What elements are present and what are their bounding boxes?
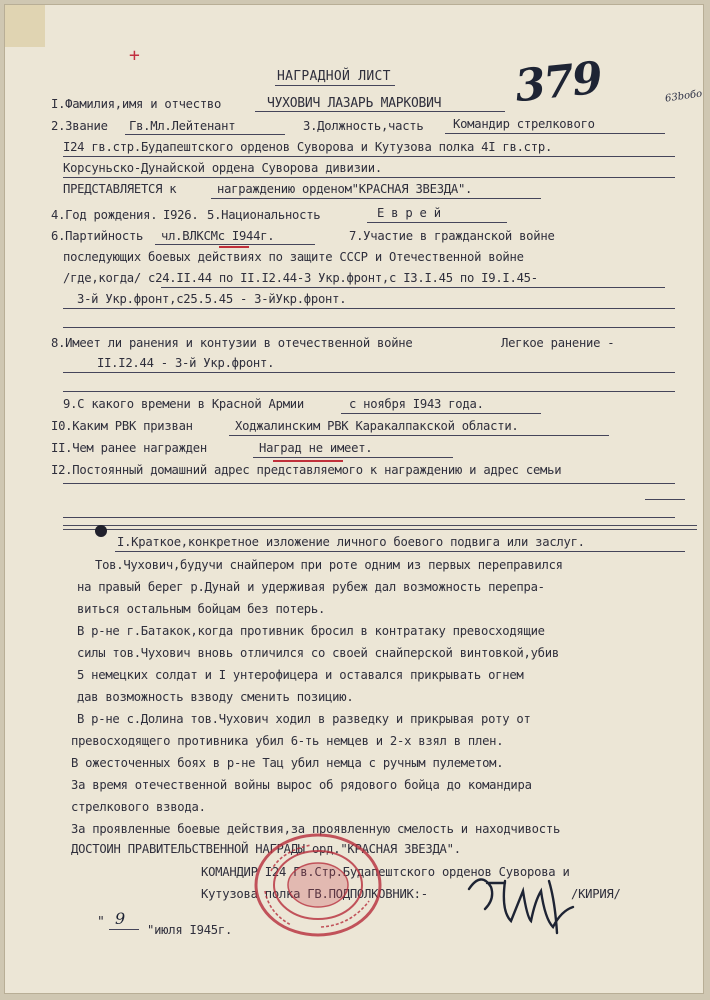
name-underline [255, 111, 505, 112]
underline [63, 391, 675, 392]
underline [253, 457, 453, 458]
document-title: НАГРАДНОЙ ЛИСТ [277, 69, 391, 84]
red-pencil-underline [219, 246, 249, 248]
field-prior-awards-value: Наград не имеет. [259, 441, 373, 455]
field-position-label: 3.Должность,часть [303, 119, 424, 133]
section-divider [63, 525, 697, 530]
field-birth-year-value: I926. [163, 208, 199, 222]
red-cross-mark: + [129, 45, 140, 66]
field-wounds-value: Легкое ранение - [501, 336, 615, 350]
field-party-label: 6.Партийность [51, 229, 144, 243]
underline [229, 435, 609, 436]
narrative-line: дав возможность взводу сменить позицию. [77, 690, 354, 704]
handwritten-signature [461, 861, 581, 941]
field-rank-value: Гв.Мл.Лейтенант [129, 119, 236, 133]
underline [63, 517, 675, 518]
narrative-line: Тов.Чухович,будучи снайпером при роте одним из первых переправился [95, 558, 563, 572]
narrative-line: на правый берег р.Дунай и удерживая рубеж дал возможность перепра- [77, 580, 545, 594]
narrative-line: 5 немецких солдат и I унтерофицера и оставался прикрывать огнем [77, 668, 524, 682]
field-name-value: ЧУХОВИЧ ЛАЗАРЬ МАРКОВИЧ [267, 96, 442, 111]
war-participation-line-2: последующих боевых действиях по защите СССР и Отечественной войне [63, 250, 524, 264]
field-wounds-label: 8.Имеет ли ранения и контузии в отечественной войне [51, 336, 413, 350]
position-underline [445, 133, 665, 134]
narrative-line: В ожесточенных боях в р-не Тац убил немца с ручным пулеметом. [71, 756, 504, 770]
field-service-since-value: с ноября I943 года. [349, 397, 484, 411]
handwritten-serial-number: 379 [512, 52, 604, 113]
presented-value: награждению орденом"КРАСНАЯ ЗВЕЗДА". [217, 182, 473, 196]
narrative-line: За время отечественной войны вырос об рядового бойца до командира [71, 778, 532, 792]
underline [63, 327, 675, 328]
underline [161, 287, 665, 288]
heading-underline [115, 551, 685, 552]
field-birth-year-label: 4.Год рождения. [51, 208, 158, 222]
position-continued-1: I24 гв.стр.Будапештского орденов Суворова и Кутузова полка 4I гв.стр. [63, 140, 553, 154]
wounds-continued: II.I2.44 - 3-й Укр.фронт. [97, 356, 275, 370]
field-position-value: Командир стрелкового [453, 117, 595, 131]
narrative-line: В р-не с.Долина тов.Чухович ходил в разведку и прикрывая роту от [77, 712, 531, 726]
underline [155, 244, 315, 245]
date-day: 9 [115, 909, 125, 928]
paper-corner-stain [5, 5, 45, 47]
handwritten-corner-mark: 63bобо [664, 88, 703, 105]
narrative-line: За проявленные боевые действия,за проявленную смелость и находчивость [71, 822, 561, 836]
underline [63, 372, 675, 373]
commander-line-2: Кутузова полка ГВ.ПОДПОЛКОВНИК:- [201, 887, 428, 901]
narrative-line: В р-не г.Батакок,когда противник бросил в контратаку превосходящие [77, 624, 545, 638]
field-rank-label: 2.Звание [51, 119, 108, 133]
date-underline [109, 929, 139, 930]
underline [63, 156, 675, 157]
title-underline [275, 85, 395, 86]
award-sheet: + НАГРАДНОЙ ЛИСТ 379 63bобо I.Фамилия,имя и отчество ЧУХОВИЧ ЛАЗАРЬ МАРКОВИЧ 2.Звание Гв.Мл.Лейтенант 3.Должность,часть Командир стрелкового I24 гв.стр.Будапештского орденов Суворова и Кутузова полка 4I гв.стр. Корсуньско-Дунайской ордена Суворова дивизии. ПРЕДСТАВЛЯЕТСЯ к награждению орденом"КРАСНАЯ ЗВЕЗДА". 4.Год рождения. I926. 5.Национальность Е в р е й 6.Партийность чл.ВЛКСМс I944г. 7.Участие в гражданской войне последующих боевых действиях по защите СССР и Отечественной войне /где,когда/ с24.II.44 по II.I2.44-3 Укр.фронт,с I3.I.45 по I9.I.45- 3-й Укр.фронт,с25.5.45 - 3-йУкр.фронт. 8.Имеет ли ранения и контузии в отечественной войне Легкое ранение - II.I2.44 - 3-й Укр.фронт. 9.С какого времени в Красной Армии с ноября I943 года. I0.Каким РВК призван Ходжалинским РВК Каракалпакской области. II.Чем ранее награжден Наград не имеет. I2.Постоянный домашний адрес представляемого к награждению и адрес семьи I.Краткое,конкретное изложение личного боевого подвига или заслуг. Тов.Чухович,будучи снайпером при роте одним из первых переправился на правый берег р.Дунай и удерживая рубеж дал возможность перепра- виться остальным бойцам без потерь. В р-не г.Батакок,когда противник бросил в контратаку превосходящие силы тов.Чухович вновь отличился со своей снайперской винтовкой,убив 5 немецких солдат и I унтерофицера и оставался прикрывать огнем дав возможность взводу сменить позицию. В р-не с.Долина тов.Чухович ходил в разведку и прикрывая роту от превосходящего противника убил 6-ть немцев и 2-х взял в плен. В ожесточенных боях в р-не Тац убил немца с ручным пулеметом. За время отечественной войны вырос об рядового бойца до командира стрелкового взвода. За проявленные боевые действия,за проявленную смелость и находчивость ДОСТОИН ПРАВИТЕЛЬСТВЕННОЙ НАГРАДЫ орд."КРАСНАЯ ЗВЕЗДА". КОМАНДИР I24 Гв.Стр.Будапештского орденов Суворова и Кутузова полка ГВ.ПОДПОЛКОВНИК:- /КИРИЯ/ 9 " "июля I945г. [4, 4, 704, 994]
presented-label: ПРЕДСТАВЛЯЕТСЯ к [63, 182, 177, 196]
underline [645, 499, 685, 500]
underline [63, 177, 675, 178]
underline [341, 413, 541, 414]
field-nationality-label: 5.Национальность [207, 208, 321, 222]
red-pencil-underline [273, 460, 343, 462]
position-continued-2: Корсуньско-Дунайской ордена Суворова дивизии. [63, 161, 382, 175]
underline [63, 483, 675, 484]
commander-line-1: КОМАНДИР I24 Гв.Стр.Будапештского орденов Суворова и [201, 865, 570, 879]
field-home-address-label: I2.Постоянный домашний адрес представляемого к награждению и адрес семьи [51, 463, 562, 477]
field-party-value: чл.ВЛКСМс I944г. [161, 229, 275, 243]
underline [63, 308, 675, 309]
narrative-line: превосходящего противника убил 6-ть немцев и 2-х взял в плен. [71, 734, 504, 748]
narrative-line: стрелкового взвода. [71, 800, 206, 814]
rank-underline [125, 134, 285, 135]
underline [211, 198, 541, 199]
field-prior-awards-label: II.Чем ранее награжден [51, 441, 207, 455]
war-participation-line-3: /где,когда/ с24.II.44 по II.I2.44-3 Укр.фронт,с I3.I.45 по I9.I.45- [63, 271, 538, 285]
narrative-conclusion: ДОСТОИН ПРАВИТЕЛЬСТВЕННОЙ НАГРАДЫ орд."КРАСНАЯ ЗВЕЗДА". [71, 842, 461, 856]
official-stamp [251, 831, 385, 939]
field-service-since-label: 9.С какого времени в Красной Армии [63, 397, 304, 411]
punch-hole [95, 525, 107, 537]
field-war-participation-label: 7.Участие в гражданской войне [349, 229, 555, 243]
war-participation-line-4: 3-й Укр.фронт,с25.5.45 - 3-йУкр.фронт. [77, 292, 347, 306]
field-name-label: I.Фамилия,имя и отчество [51, 97, 222, 111]
field-nationality-value: Е в р е й [377, 206, 441, 220]
narrative-heading: I.Краткое,конкретное изложение личного боевого подвига или заслуг. [117, 535, 585, 549]
field-draft-office-label: I0.Каким РВК призван [51, 419, 193, 433]
date-rest: "июля I945г. [147, 923, 233, 937]
underline [367, 222, 507, 223]
field-draft-office-value: Ходжалинским РВК Каракалпакской области. [235, 419, 519, 433]
narrative-line: силы тов.Чухович вновь отличился со своей снайперской винтовкой,убив [77, 646, 559, 660]
signatory-name: /КИРИЯ/ [571, 887, 621, 901]
narrative-line: виться остальным бойцам без потерь. [77, 602, 326, 616]
